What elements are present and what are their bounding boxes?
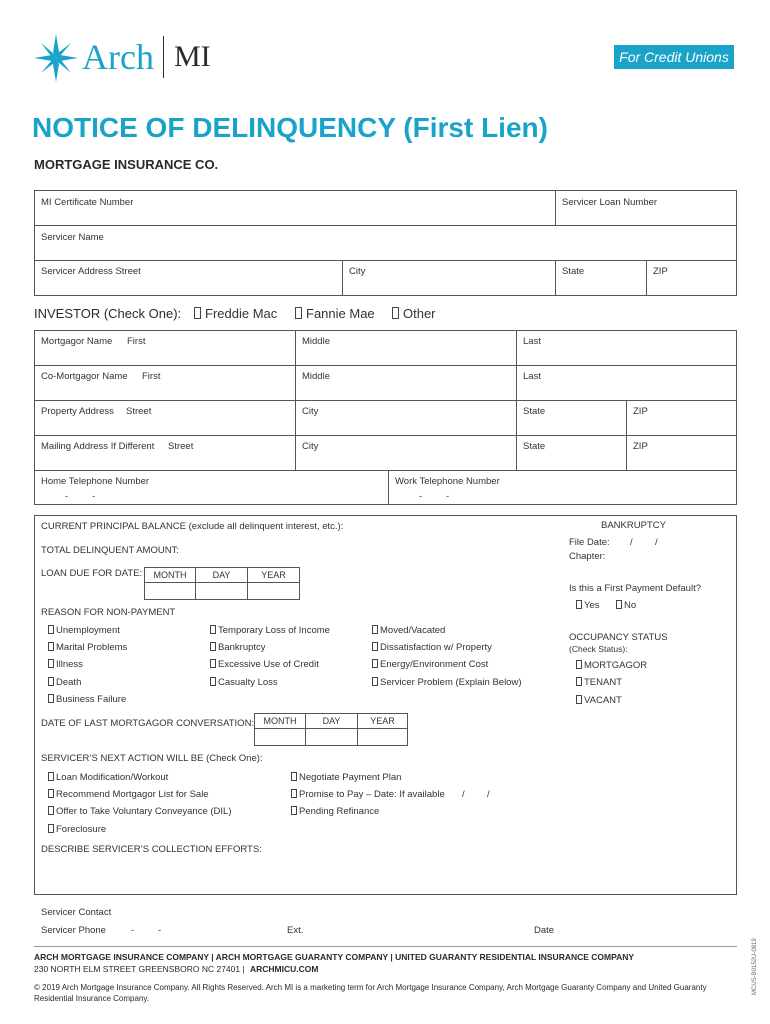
mortgagor-row-divider [34,435,737,436]
occupancy-vacant-checkbox[interactable]: VACANT [576,695,622,706]
mailing-street-field[interactable]: Street [168,441,194,452]
action-pending-refinance-checkbox[interactable]: Pending Refinance [291,806,379,817]
reason-energy-cost-checkbox[interactable]: Energy/Environment Cost [372,659,488,670]
bankruptcy-file-date-field[interactable]: File Date: [569,537,610,548]
mailing-address-label: Mailing Address If Different [41,441,155,452]
home-phone-dash: - [65,491,69,502]
mortgagor-row-divider [34,365,737,366]
last-conversation-year-field[interactable]: YEAR [357,713,408,729]
servicer-contact-field[interactable]: Servicer Contact [41,907,112,918]
reason-moved-vacated-checkbox[interactable]: Moved/Vacated [372,625,445,636]
investor-option-fannie-mae[interactable]: Fannie Mae [295,306,375,321]
loan-due-label: LOAN DUE FOR DATE: [41,568,143,579]
property-state-field[interactable]: State [523,406,546,417]
brand-name: Arch [82,37,154,77]
action-loan-modification-checkbox[interactable]: Loan Modification/Workout [48,772,168,783]
mortgagor-last-field[interactable]: Last [523,336,541,347]
occupancy-heading: OCCUPANCY STATUS [569,632,668,643]
co-mortgagor-middle-field[interactable]: Middle [302,371,330,382]
footer-divider [34,946,737,947]
last-conversation-cell-divider [357,728,358,746]
file-date-slash: / [655,537,658,548]
home-phone-field[interactable]: Home Telephone Number [41,476,150,487]
action-payment-plan-checkbox[interactable]: Negotiate Payment Plan [291,772,401,783]
loan-due-entry-row[interactable] [144,582,300,600]
servicer-city-field[interactable]: City [349,266,366,277]
arch-mi-logo [32,32,232,84]
action-recommend-sale-checkbox[interactable]: Recommend Mortgagor List for Sale [48,789,209,800]
occupancy-mortgagor-checkbox[interactable]: MORTGAGOR [576,660,647,671]
mortgagor-name-label: Mortgagor Name [41,336,113,347]
servicer-phone-ext-field[interactable]: Ext. [287,925,304,936]
servicer-col-divider [342,260,343,296]
loan-due-cell-divider [195,582,196,600]
property-city-field[interactable]: City [302,406,319,417]
servicer-state-field[interactable]: State [562,266,585,277]
occupancy-subheading: (Check Status): [569,644,628,654]
reason-marital-problems-checkbox[interactable]: Marital Problems [48,642,127,653]
reason-casualty-loss-checkbox[interactable]: Casualty Loss [210,677,278,688]
mortgagor-row-divider [34,470,737,471]
action-promise-to-pay-checkbox[interactable]: Promise to Pay – Date: If available [291,789,445,800]
tagline-badge [614,45,734,69]
property-address-label: Property Address [41,406,114,417]
servicer-loan-field[interactable]: Servicer Loan Number [562,197,658,208]
servicer-street-field[interactable]: Servicer Address Street [41,266,141,277]
reason-illness-checkbox[interactable]: Illness [48,659,83,670]
servicer-phone-field[interactable]: Servicer Phone [41,925,106,936]
servicer-zip-field[interactable]: ZIP [653,266,668,277]
co-mortgagor-first-field[interactable]: First [142,371,161,382]
reason-temporary-loss-checkbox[interactable]: Temporary Loss of Income [210,625,330,636]
describe-efforts-field[interactable]: DESCRIBE SERVICER’S COLLECTION EFFORTS: [41,844,262,855]
investor-option-freddie-mac[interactable]: Freddie Mac [194,306,277,321]
last-conversation-entry-row[interactable] [254,728,408,746]
file-date-slash: / [630,537,633,548]
brand-product: MI [174,40,211,73]
servicer-name-field[interactable]: Servicer Name [41,232,104,243]
promise-date-slash: / [462,789,465,800]
next-action-heading: SERVICER’S NEXT ACTION WILL BE (Check One): [41,753,263,764]
reason-bankruptcy-checkbox[interactable]: Bankruptcy [210,642,266,653]
contact-date-field[interactable]: Date [534,925,555,936]
footer-copyright: © 2019 Arch Mortgage Insurance Company. All Rights Reserved. Arch MI is a marketing term for Arch Mortgage Insurance Company, Arch Mortgage Guaranty Company and United Guaranty Residential Insurance Company. [34,983,707,1003]
investor-label: INVESTOR (Check One): [34,306,182,321]
mortgagor-col-divider [626,400,627,470]
tagline-text: For Credit Unions [619,49,729,65]
bankruptcy-heading: BANKRUPTCY [601,520,666,531]
mailing-state-field[interactable]: State [523,441,546,452]
footer-companies: ARCH MORTGAGE INSURANCE COMPANY | ARCH MORTGAGE GUARANTY COMPANY | UNITED GUARANTY RESIDENTIAL INSURANCE COMPANY [34,952,635,962]
reason-death-checkbox[interactable]: Death [48,677,81,688]
home-phone-dash: - [92,491,96,502]
reason-heading: REASON FOR NON-PAYMENT [41,607,176,618]
servicer-row-divider [34,225,737,226]
promise-date-slash: / [487,789,490,800]
last-conversation-cell-divider [305,728,306,746]
mortgagor-middle-field[interactable]: Middle [302,336,330,347]
page-subtitle: MORTGAGE INSURANCE CO. [34,157,219,172]
mortgagor-col-divider [516,330,517,470]
form-code: MCUS-B0152U-0819 [752,938,758,995]
reason-unemployment-checkbox[interactable]: Unemployment [48,625,120,636]
first-payment-default-label: Is this a First Payment Default? [569,583,701,594]
footer-website-link[interactable]: ARCHMICU.COM [250,964,319,974]
star-logo-icon [32,32,80,84]
co-mortgagor-name-label: Co-Mortgagor Name [41,371,128,382]
last-conversation-day-field[interactable]: DAY [305,713,358,729]
reason-dissatisfaction-checkbox[interactable]: Dissatisfaction w/ Property [372,642,492,653]
mailing-zip-field[interactable]: ZIP [633,441,648,452]
loan-due-cell-divider [247,582,248,600]
mortgagor-first-field[interactable]: First [127,336,146,347]
principal-balance-field[interactable]: CURRENT PRINCIPAL BALANCE (exclude all delinquent interest, etc.): [41,521,344,532]
servicer-col-divider [555,190,556,225]
servicer-phone-dash: - [158,925,162,936]
servicer-col-divider [555,260,556,296]
bankruptcy-chapter-field[interactable]: Chapter: [569,551,606,562]
footer-address: 230 NORTH ELM STREET GREENSBORO NC 27401 | [34,964,245,974]
reason-servicer-problem-checkbox[interactable]: Servicer Problem (Explain Below) [372,677,522,688]
loan-due-year-field[interactable]: YEAR [247,567,300,583]
mi-certificate-field[interactable]: MI Certificate Number [41,197,134,208]
co-mortgagor-last-field[interactable]: Last [523,371,541,382]
last-conversation-label: DATE OF LAST MORTGAGOR CONVERSATION: [41,718,255,729]
first-payment-default-no-checkbox[interactable]: No [616,600,636,611]
investor-option-other[interactable]: Other [392,306,436,321]
property-zip-field[interactable]: ZIP [633,406,648,417]
mortgagor-row-divider [34,400,737,401]
property-street-field[interactable]: Street [126,406,152,417]
brand-divider [163,36,164,78]
page-title: NOTICE OF DELINQUENCY (First Lien) [32,112,548,143]
mortgagor-col-divider [295,330,296,470]
first-payment-default-yes-checkbox[interactable]: Yes [576,600,600,611]
loan-due-day-field[interactable]: DAY [195,567,248,583]
servicer-phone-dash: - [131,925,135,936]
last-conversation-month-field[interactable]: MONTH [254,713,306,729]
loan-due-month-field[interactable]: MONTH [144,567,196,583]
servicer-row-divider [34,260,737,261]
occupancy-tenant-checkbox[interactable]: TENANT [576,677,622,688]
work-phone-field[interactable]: Work Telephone Number [395,476,500,487]
action-voluntary-conveyance-checkbox[interactable]: Offer to Take Voluntary Conveyance (DIL) [48,806,232,817]
reason-excessive-credit-checkbox[interactable]: Excessive Use of Credit [210,659,319,670]
servicer-col-divider [646,260,647,296]
work-phone-dash: - [446,491,450,502]
work-phone-dash: - [419,491,423,502]
reason-business-failure-checkbox[interactable]: Business Failure [48,694,126,705]
total-delinquent-field[interactable]: TOTAL DELINQUENT AMOUNT: [41,545,179,556]
mortgagor-col-divider [388,470,389,505]
mailing-city-field[interactable]: City [302,441,319,452]
action-foreclosure-checkbox[interactable]: Foreclosure [48,824,106,835]
